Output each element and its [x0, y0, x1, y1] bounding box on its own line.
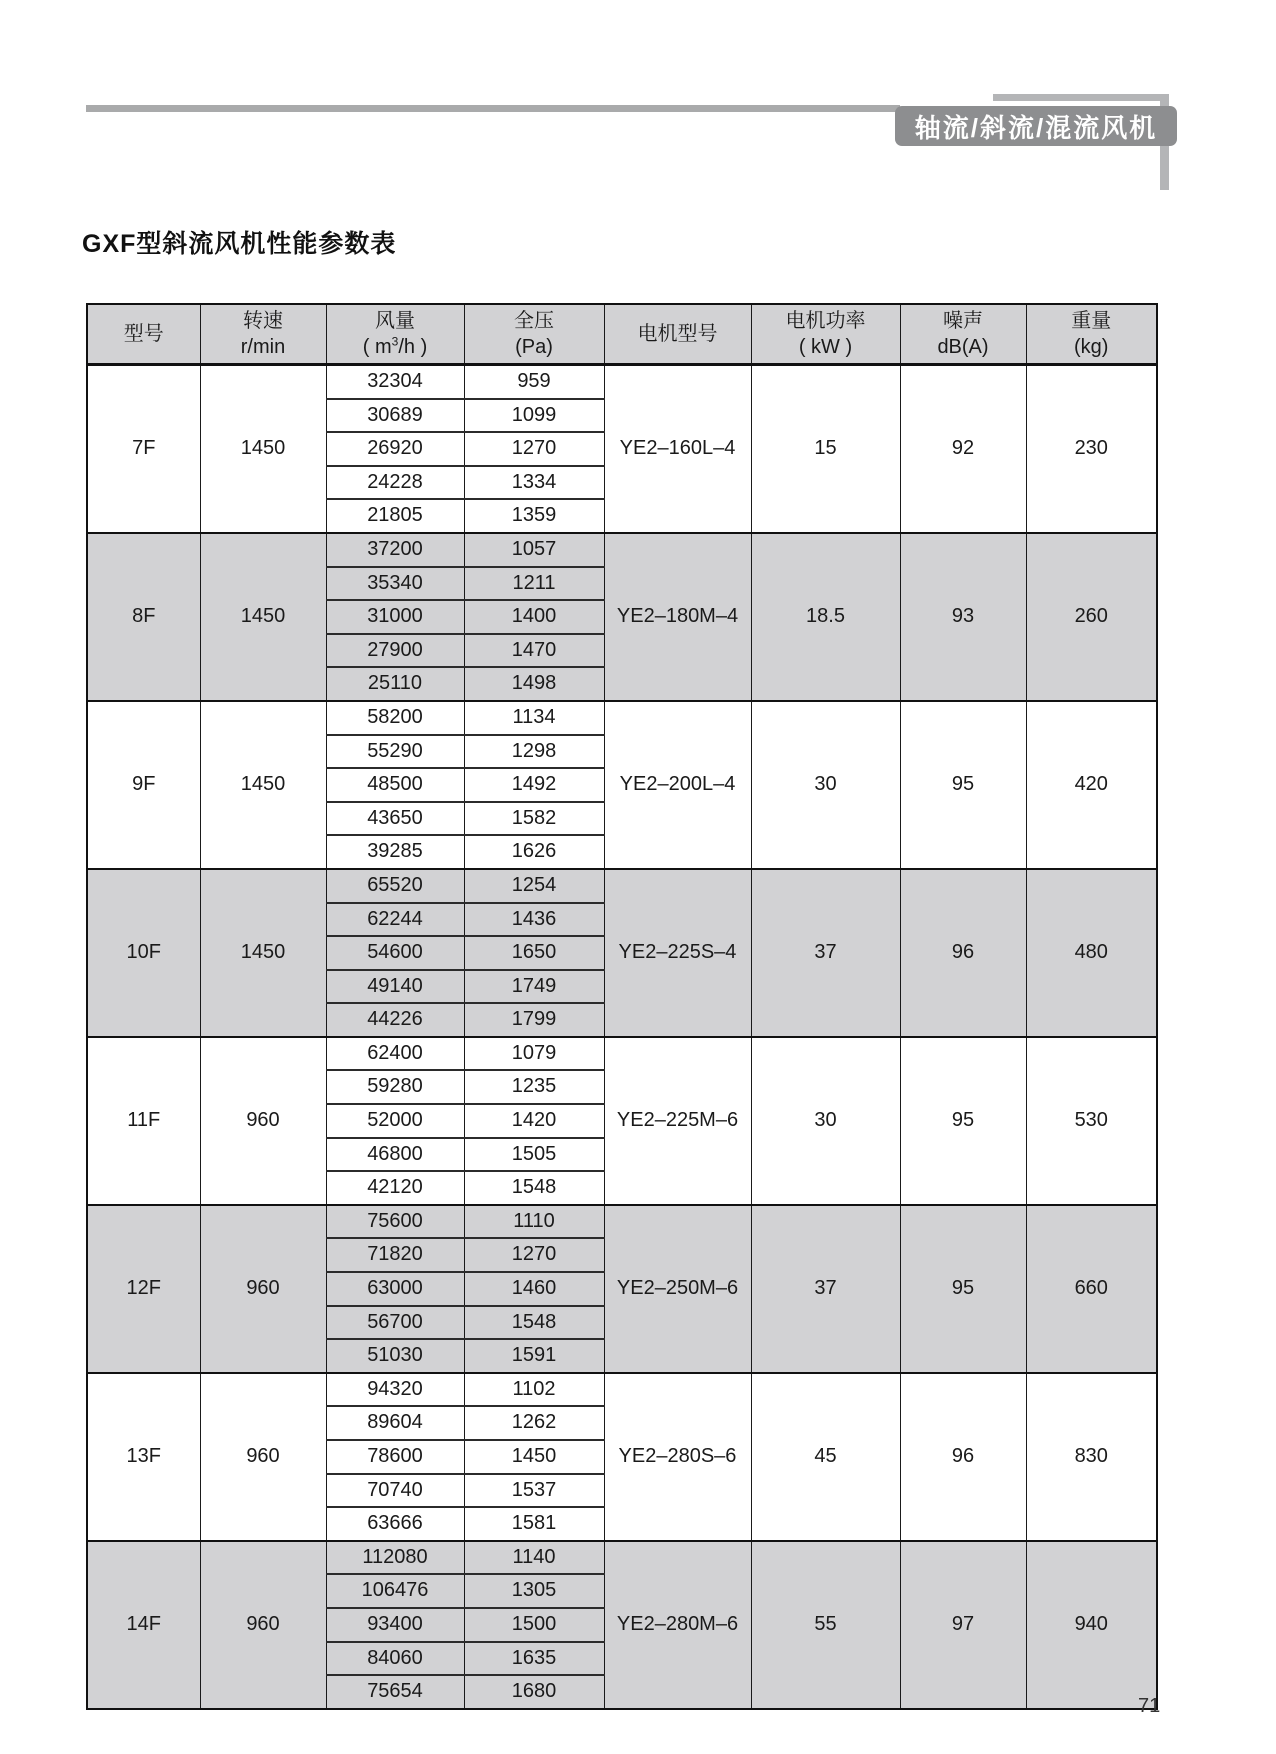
airflow-cell: 44226	[326, 1003, 464, 1037]
model-cell: 11F	[87, 1037, 200, 1205]
pressure-cell: 1400	[464, 600, 604, 634]
pressure-cell: 1635	[464, 1642, 604, 1676]
airflow-cell: 58200	[326, 701, 464, 735]
airflow-cell: 46800	[326, 1138, 464, 1172]
pressure-cell: 1099	[464, 399, 604, 433]
airflow-cell: 24228	[326, 466, 464, 500]
motor-cell: YE2–200L–4	[604, 701, 751, 869]
airflow-cell: 75654	[326, 1675, 464, 1709]
table-row	[87, 365, 1157, 399]
airflow-cell: 52000	[326, 1104, 464, 1138]
performance-table	[86, 303, 1158, 1710]
weight-cell: 830	[1026, 1373, 1157, 1541]
model-cell: 10F	[87, 869, 200, 1037]
power-cell: 30	[751, 1037, 900, 1205]
pressure-cell: 1235	[464, 1070, 604, 1104]
pressure-cell: 1470	[464, 634, 604, 668]
airflow-cell: 56700	[326, 1306, 464, 1340]
header-weight: 重量 (kg)	[1026, 304, 1157, 365]
pressure-cell: 1548	[464, 1171, 604, 1205]
pressure-cell: 1254	[464, 869, 604, 903]
airflow-cell: 63666	[326, 1507, 464, 1541]
pressure-cell: 1749	[464, 970, 604, 1004]
airflow-cell: 48500	[326, 768, 464, 802]
table-row	[87, 1205, 1157, 1239]
pressure-cell: 1270	[464, 432, 604, 466]
power-cell: 37	[751, 869, 900, 1037]
header-airflow: 风量 ( $m^3/h$ )	[326, 304, 464, 365]
noise-cell: 96	[900, 869, 1026, 1037]
airflow-cell: 32304	[326, 365, 464, 399]
airflow-cell: 70740	[326, 1474, 464, 1508]
speed-cell: 1450	[200, 533, 326, 701]
noise-cell: 97	[900, 1541, 1026, 1709]
power-cell: 30	[751, 701, 900, 869]
weight-cell: 530	[1026, 1037, 1157, 1205]
page-title: GXF型斜流风机性能参数表	[82, 230, 397, 258]
airflow-cell: 84060	[326, 1642, 464, 1676]
weight-cell: 230	[1026, 365, 1157, 533]
pressure-cell: 1420	[464, 1104, 604, 1138]
motor-cell: YE2–280M–6	[604, 1541, 751, 1709]
power-cell: 18.5	[751, 533, 900, 701]
model-cell: 9F	[87, 701, 200, 869]
speed-cell: 960	[200, 1205, 326, 1373]
pressure-cell: 1057	[464, 533, 604, 567]
airflow-cell: 78600	[326, 1440, 464, 1474]
airflow-cell: 27900	[326, 634, 464, 668]
table-row	[87, 533, 1157, 567]
table-row	[87, 1541, 1157, 1575]
weight-cell: 480	[1026, 869, 1157, 1037]
model-cell: 12F	[87, 1205, 200, 1373]
speed-cell: 960	[200, 1037, 326, 1205]
header-noise: 噪声 dB(A)	[900, 304, 1026, 365]
pressure-cell: 1211	[464, 567, 604, 601]
pressure-cell: 1305	[464, 1574, 604, 1608]
airflow-cell: 51030	[326, 1339, 464, 1373]
airflow-cell: 59280	[326, 1070, 464, 1104]
airflow-cell: 75600	[326, 1205, 464, 1239]
pressure-cell: 1460	[464, 1272, 604, 1306]
table-row	[87, 1373, 1157, 1407]
pressure-cell: 1650	[464, 936, 604, 970]
pressure-cell: 1334	[464, 466, 604, 500]
noise-cell: 92	[900, 365, 1026, 533]
speed-cell: 1450	[200, 701, 326, 869]
pressure-cell: 1500	[464, 1608, 604, 1642]
weight-cell: 260	[1026, 533, 1157, 701]
airflow-cell: 112080	[326, 1541, 464, 1575]
power-cell: 55	[751, 1541, 900, 1709]
pressure-cell: 1505	[464, 1138, 604, 1172]
airflow-cell: 62244	[326, 903, 464, 937]
airflow-cell: 63000	[326, 1272, 464, 1306]
pressure-cell: 1110	[464, 1205, 604, 1239]
motor-cell: YE2–225S–4	[604, 869, 751, 1037]
model-cell: 8F	[87, 533, 200, 701]
section-badge	[895, 106, 1177, 146]
airflow-cell: 31000	[326, 600, 464, 634]
header-row	[87, 304, 1157, 365]
pressure-cell: 1134	[464, 701, 604, 735]
header-motor: 电机型号	[604, 304, 751, 365]
pressure-cell: 1680	[464, 1675, 604, 1709]
airflow-cell: 54600	[326, 936, 464, 970]
weight-cell: 660	[1026, 1205, 1157, 1373]
airflow-cell: 93400	[326, 1608, 464, 1642]
airflow-cell: 25110	[326, 667, 464, 701]
weight-cell: 420	[1026, 701, 1157, 869]
weight-cell: 940	[1026, 1541, 1157, 1709]
airflow-cell: 94320	[326, 1373, 464, 1407]
pressure-cell: 1581	[464, 1507, 604, 1541]
pressure-cell: 1548	[464, 1306, 604, 1340]
header-model: 型号	[87, 304, 200, 365]
airflow-cell: 89604	[326, 1406, 464, 1440]
airflow-cell: 39285	[326, 835, 464, 869]
airflow-cell: 71820	[326, 1238, 464, 1272]
noise-cell: 96	[900, 1373, 1026, 1541]
pressure-cell: 1140	[464, 1541, 604, 1575]
pressure-cell: 1591	[464, 1339, 604, 1373]
header-speed: 转速 r/min	[200, 304, 326, 365]
pressure-cell: 1298	[464, 735, 604, 769]
table-header	[87, 304, 1157, 365]
noise-cell: 95	[900, 701, 1026, 869]
airflow-cell: 21805	[326, 499, 464, 533]
pressure-cell: 1359	[464, 499, 604, 533]
model-cell: 7F	[87, 365, 200, 533]
model-cell: 13F	[87, 1373, 200, 1541]
table-body	[87, 365, 1157, 1709]
motor-cell: YE2–250M–6	[604, 1205, 751, 1373]
pressure-cell: 1079	[464, 1037, 604, 1071]
motor-cell: YE2–225M–6	[604, 1037, 751, 1205]
airflow-cell: 26920	[326, 432, 464, 466]
model-cell: 14F	[87, 1541, 200, 1709]
pressure-cell: 1102	[464, 1373, 604, 1407]
airflow-cell: 62400	[326, 1037, 464, 1071]
table-row	[87, 869, 1157, 903]
noise-cell: 95	[900, 1037, 1026, 1205]
pressure-cell: 1498	[464, 667, 604, 701]
pressure-cell: 1537	[464, 1474, 604, 1508]
motor-cell: YE2–160L–4	[604, 365, 751, 533]
table-row	[87, 701, 1157, 735]
section-badge-label: 轴流/斜流/混流风机	[914, 112, 1158, 143]
noise-cell: 95	[900, 1205, 1026, 1373]
power-cell: 37	[751, 1205, 900, 1373]
pressure-cell: 1582	[464, 802, 604, 836]
header-power: 电机功率 ( kW )	[751, 304, 900, 365]
noise-cell: 93	[900, 533, 1026, 701]
airflow-cell: 49140	[326, 970, 464, 1004]
airflow-cell: 30689	[326, 399, 464, 433]
motor-cell: YE2–280S–6	[604, 1373, 751, 1541]
table-row	[87, 1037, 1157, 1071]
speed-cell: 1450	[200, 365, 326, 533]
airflow-cell: 35340	[326, 567, 464, 601]
power-cell: 15	[751, 365, 900, 533]
speed-cell: 960	[200, 1541, 326, 1709]
airflow-cell: 42120	[326, 1171, 464, 1205]
header-accent-line	[86, 105, 900, 112]
pressure-cell: 1270	[464, 1238, 604, 1272]
pressure-cell: 1492	[464, 768, 604, 802]
power-cell: 45	[751, 1373, 900, 1541]
pressure-cell: 1262	[464, 1406, 604, 1440]
page-number: 71	[1138, 1695, 1161, 1717]
pressure-cell: 1436	[464, 903, 604, 937]
pressure-cell: 959	[464, 365, 604, 399]
airflow-cell: 43650	[326, 802, 464, 836]
airflow-cell: 55290	[326, 735, 464, 769]
airflow-cell: 37200	[326, 533, 464, 567]
airflow-cell: 65520	[326, 869, 464, 903]
speed-cell: 1450	[200, 869, 326, 1037]
pressure-cell: 1450	[464, 1440, 604, 1474]
motor-cell: YE2–180M–4	[604, 533, 751, 701]
pressure-cell: 1626	[464, 835, 604, 869]
pressure-cell: 1799	[464, 1003, 604, 1037]
airflow-cell: 106476	[326, 1574, 464, 1608]
header-pressure: 全压 (Pa)	[464, 304, 604, 365]
header-light-line-horizontal	[993, 94, 1169, 101]
speed-cell: 960	[200, 1373, 326, 1541]
